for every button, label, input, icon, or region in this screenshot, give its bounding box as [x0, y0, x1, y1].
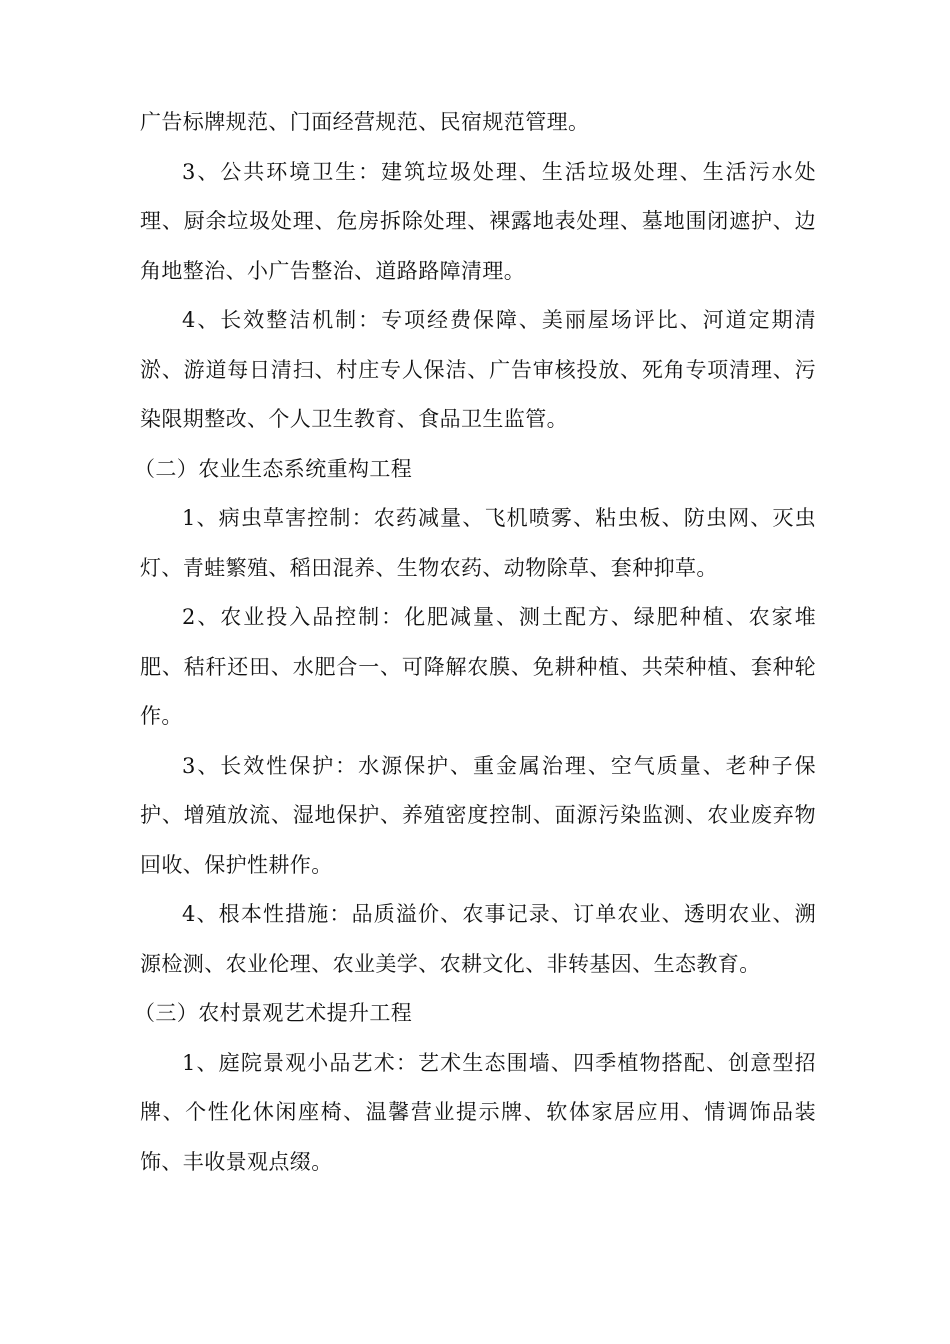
paragraph-item-input-control: 2、农业投入品控制：化肥减量、测土配方、绿肥种植、农家堆肥、秸秆还田、水肥合一、可降解农膜、免耕种植、共荣种植、套种轮作。 — [140, 605, 816, 728]
paragraph-item-fundamental-measures: 4、根本性措施：品质溢价、农事记录、订单农业、透明农业、溯源检测、农业伦理、农业美学、农耕文化、非转基因、生态教育。 — [140, 902, 816, 976]
paragraph-item-courtyard-landscape: 1、庭院景观小品艺术：艺术生态围墙、四季植物搭配、创意型招牌、个性化休闲座椅、温馨营业提示牌、软体家居应用、情调饰品装饰、丰收景观点缀。 — [140, 1050, 816, 1174]
section-heading-agri-ecosystem: （二）农业生态系统重构工程 — [134, 456, 413, 481]
section-heading-landscape-art: （三）农村景观艺术提升工程 — [134, 1001, 413, 1025]
paragraph-item-pest-control: 1、病虫草害控制：农药减量、飞机喷雾、粘虫板、防虫网、灭虫灯、青蛙繁殖、稻田混养、生物农药、动物除草、套种抑草。 — [140, 506, 816, 580]
paragraph-item-long-term-mechanism: 4、长效整洁机制：专项经费保障、美丽屋场评比、河道定期清淤、游道每日清扫、村庄专人保洁、广告审核投放、死角专项清理、污染限期整改、个人卫生教育、食品卫生监管。 — [140, 308, 816, 431]
paragraph-item-long-term-protection: 3、长效性保护：水源保护、重金属治理、空气质量、老种子保护、增殖放流、湿地保护、养殖密度控制、面源污染监测、农业废弃物回收、保护性耕作。 — [140, 753, 816, 877]
paragraph-item-public-sanitation: 3、公共环境卫生：建筑垃圾处理、生活垃圾处理、生活污水处理、厨余垃圾处理、危房拆除处理、裸露地表处理、墓地围闭遮护、边角地整治、小广告整治、道路路障清理。 — [140, 159, 816, 283]
paragraph-continuation: 广告标牌规范、门面经营规范、民宿规范管理。 — [140, 110, 590, 134]
document-body — [134, 98, 816, 1187]
